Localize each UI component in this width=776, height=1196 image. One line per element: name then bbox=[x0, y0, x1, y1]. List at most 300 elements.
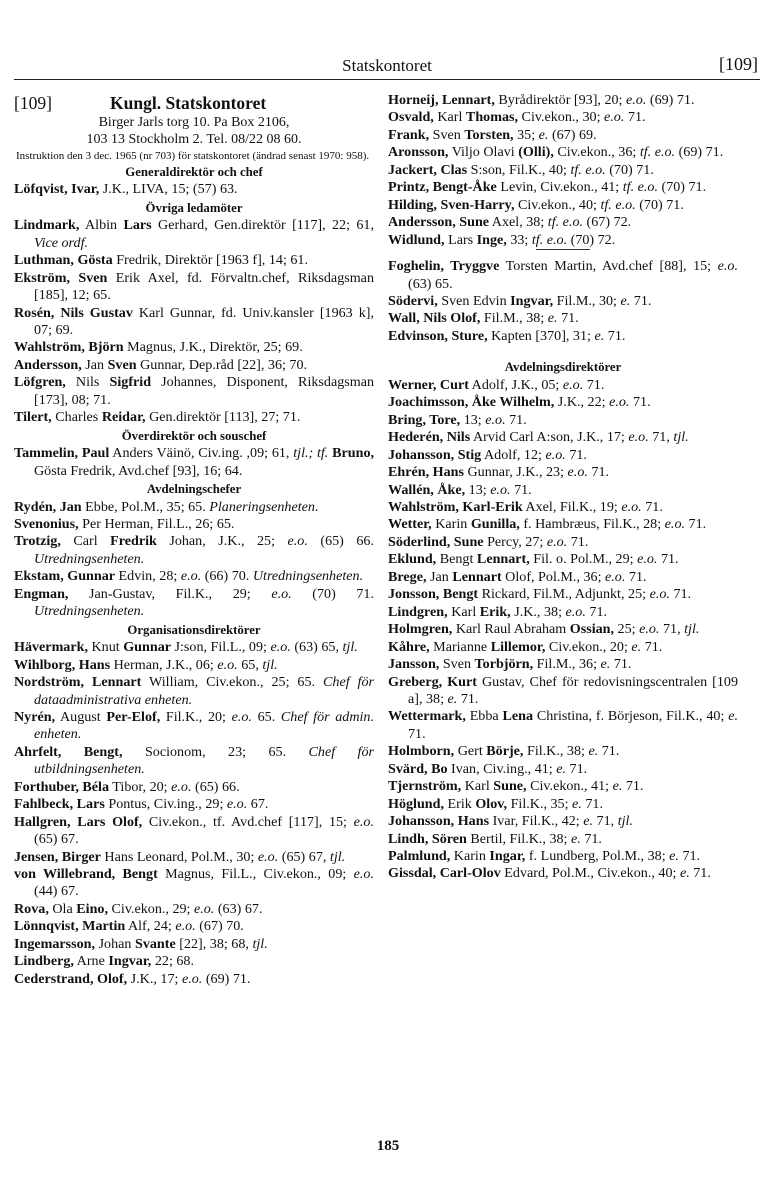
entry-name: Wettermark, bbox=[388, 708, 466, 725]
entry-italic: tjl. bbox=[673, 429, 689, 446]
entry-name: Ingar, bbox=[489, 848, 526, 865]
staff-entry bbox=[388, 534, 738, 551]
entry-name: Brege, bbox=[388, 568, 427, 585]
entry-name: Eino, bbox=[76, 900, 108, 917]
entry-italic: Utredningsenheten. bbox=[252, 568, 364, 585]
entry-text: 71. bbox=[685, 516, 707, 533]
staff-entry bbox=[14, 499, 374, 516]
entry-italic: e.o. bbox=[287, 533, 308, 550]
entry-name: Palmlund, bbox=[388, 848, 451, 865]
entry-name: Forthuber, Béla bbox=[14, 778, 110, 795]
staff-entry bbox=[388, 848, 738, 865]
entry-name: Holmgren, bbox=[388, 621, 453, 638]
entry-text: Nils bbox=[65, 374, 110, 391]
entry-text: Johan, J.K., 25; bbox=[156, 533, 288, 550]
entry-italic: tjl. bbox=[342, 639, 358, 656]
entry-italic: e.o. bbox=[621, 498, 642, 515]
entry-name: Wahlström, Björn bbox=[14, 339, 124, 356]
divider-rule bbox=[536, 249, 590, 250]
entry-name: Lillemor, bbox=[490, 638, 546, 655]
entry-text: Civ.ekon., tf. Avd.chef [117], 15; bbox=[142, 813, 354, 830]
entry-text: Hans Leonard, Pol.M., 30; bbox=[100, 848, 258, 865]
entry-text: 25; bbox=[614, 621, 640, 638]
entry-text: (69) 71. bbox=[646, 92, 695, 108]
staff-entry bbox=[14, 516, 374, 533]
subsection-heading: Organisationsdirektörer bbox=[127, 622, 261, 637]
entry-text: 71. bbox=[641, 498, 663, 515]
entry-italic: e.o. bbox=[562, 376, 584, 393]
staff-entry bbox=[14, 270, 374, 305]
entry-name: Fahlbeck, Lars bbox=[14, 796, 105, 813]
entry-text: Gustav, Chef för redovisningscentralen [109 a], 38; bbox=[408, 673, 738, 707]
staff-entry bbox=[388, 743, 738, 760]
entry-name: Svärd, Bo bbox=[388, 760, 448, 777]
entry-name: Lennart bbox=[452, 568, 502, 585]
staff-entry bbox=[14, 971, 374, 988]
entry-text: 71, bbox=[593, 813, 618, 830]
entry-text: Fil. o. Pol.M., 29; bbox=[529, 551, 638, 568]
entry-text: (65) 66. bbox=[307, 533, 374, 550]
entry-text: 13; bbox=[465, 481, 491, 498]
entry-text: Sven Edvin bbox=[437, 292, 511, 309]
entry-name: Ingemarsson, bbox=[14, 935, 96, 952]
staff-entry bbox=[388, 179, 738, 196]
entry-name: Wahlström, Karl-Erik bbox=[388, 498, 523, 515]
staff-entry bbox=[388, 778, 738, 795]
staff-entry bbox=[14, 866, 374, 901]
entry-text: Fil.K., 20; bbox=[160, 708, 232, 725]
entry-text: Sven bbox=[439, 656, 475, 673]
entry-text: (69) 71. bbox=[675, 144, 724, 161]
entry-italic: e.o. bbox=[270, 639, 291, 656]
entry-text: 71. bbox=[557, 310, 579, 327]
staff-entry bbox=[14, 181, 374, 198]
entry-text: Karl bbox=[433, 109, 466, 126]
entry-name: Widlund, bbox=[388, 231, 445, 248]
entry-italic: Planeringsenheten. bbox=[209, 498, 319, 515]
entry-name: Nordström, Lennart bbox=[14, 674, 142, 691]
entry-name: Gunnar bbox=[123, 639, 171, 656]
entry-text: 71, bbox=[648, 429, 674, 446]
staff-entry bbox=[388, 639, 738, 656]
entry-text: 71. bbox=[587, 464, 610, 481]
entry-name: Löfgren, bbox=[14, 374, 66, 391]
entry-text: Fil.M., 38; bbox=[480, 310, 548, 327]
entry-name: Tilert, bbox=[14, 409, 52, 426]
entry-name: Rova, bbox=[14, 900, 49, 917]
entry-name: Lindh, Sören bbox=[388, 830, 467, 847]
entry-name: Södervi, bbox=[388, 292, 438, 309]
staff-entry bbox=[14, 936, 374, 953]
entry-text: Ivan, Civ.ing., 41; bbox=[447, 760, 557, 777]
entry-italic: tjl. bbox=[262, 656, 278, 673]
entry-text: Karl bbox=[461, 778, 494, 795]
entry-italic: tf. e.o. bbox=[547, 214, 584, 231]
staff-entry bbox=[14, 814, 374, 849]
entry-text: Charles bbox=[51, 409, 102, 426]
entry-italic: e.o. bbox=[181, 970, 203, 987]
entry-italic: Vice ordf. bbox=[34, 234, 89, 251]
entry-italic: e.o. bbox=[717, 258, 739, 275]
entry-name: Jansson, bbox=[388, 656, 440, 673]
entry-text: Karin bbox=[450, 848, 490, 865]
entry-text: (67) 72. bbox=[583, 214, 632, 231]
entry-text: 71. bbox=[624, 109, 646, 126]
entry-italic: Chef för admin. enheten. bbox=[34, 708, 375, 743]
entry-text: Arne bbox=[73, 953, 109, 970]
staff-entry bbox=[14, 305, 374, 340]
entry-italic: tjl. bbox=[252, 935, 268, 952]
entry-text: Ebbe, Pol.M., 35; 65. bbox=[81, 498, 210, 515]
entry-text: 71. bbox=[408, 725, 426, 742]
entry-text: Socionom, 23; 65. bbox=[122, 743, 309, 760]
entry-name: Hävermark, bbox=[14, 639, 88, 656]
entry-italic: e. bbox=[556, 760, 567, 777]
running-header bbox=[14, 50, 760, 80]
entry-italic: e.o. bbox=[565, 603, 586, 620]
entry-text: Carl bbox=[60, 533, 111, 550]
entry-text: 33; bbox=[506, 231, 532, 248]
entry-name: Trotzig, bbox=[14, 533, 61, 550]
entry-text: (70) 71. bbox=[605, 161, 654, 178]
entry-text: (67) 70. bbox=[195, 918, 244, 935]
section-heading bbox=[14, 92, 374, 114]
entry-italic: tf. e.o. bbox=[570, 161, 606, 178]
entry-name: (Olli), bbox=[518, 144, 554, 161]
entry-italic: e.o. bbox=[353, 866, 374, 883]
entry-text: Kapten [370], 31; bbox=[487, 327, 595, 344]
entry-name: Lindgren, bbox=[388, 603, 448, 620]
entry-text: 71. bbox=[689, 865, 711, 882]
staff-entry bbox=[388, 109, 738, 126]
section-number: [109] bbox=[14, 93, 52, 113]
entry-text: 71, bbox=[659, 621, 685, 638]
entry-name: Fredrik bbox=[110, 533, 157, 550]
entry-text: Gösta Fredrik, Avd.chef [93], 16; 64. bbox=[34, 462, 243, 479]
entry-text: Christina, f. Börjeson, Fil.K., 40; bbox=[533, 708, 729, 725]
entry-name: Printz, Bengt-Åke bbox=[388, 179, 497, 196]
entry-name: Hederén, Nils bbox=[388, 429, 471, 446]
entry-text: Civ.ekon., 29; bbox=[107, 900, 194, 917]
entry-text: 71. bbox=[567, 533, 589, 550]
entry-text: Gunnar, J.K., 23; bbox=[463, 464, 568, 481]
entry-name: Torbjörn, bbox=[474, 656, 534, 673]
entry-text: Ivar, Fil.K., 42; bbox=[489, 813, 584, 830]
entry-text: 71. bbox=[629, 394, 651, 411]
staff-entry bbox=[14, 709, 374, 744]
entry-text: 71. bbox=[581, 795, 603, 812]
entry-text: 67. bbox=[247, 796, 269, 813]
entry-text: Herman, J.K., 06; bbox=[110, 656, 218, 673]
entry-text: Albin bbox=[79, 217, 124, 234]
entry-text: Erik Axel, fd. Förvaltn.chef, Riksdagsman [185], 12; 65. bbox=[34, 269, 374, 304]
entry-text: 65, bbox=[237, 656, 263, 673]
entry-italic: e. bbox=[571, 830, 581, 847]
entry-text: [22], 38; 68, bbox=[175, 935, 253, 952]
header-rule bbox=[14, 79, 760, 80]
entry-text: Byrådirektör [93], 20; bbox=[494, 92, 626, 108]
subsection-heading: Övriga ledamöter bbox=[145, 200, 243, 215]
entry-text: (44) 67. bbox=[34, 883, 79, 900]
entry-italic: e.o. bbox=[604, 109, 625, 126]
staff-entry bbox=[14, 374, 374, 409]
entry-name: Osvald, bbox=[388, 109, 434, 126]
entry-text: Gerhard, Gen.direktör [117], 22; 61, bbox=[151, 217, 374, 234]
entry-name: von Willebrand, Bengt bbox=[14, 866, 158, 883]
entry-italic: e.o. bbox=[231, 708, 252, 725]
entry-text: 71. bbox=[598, 743, 620, 760]
entry-name: Ingvar, bbox=[510, 292, 554, 309]
entry-text: Marianne bbox=[429, 638, 491, 655]
entry-italic: tjl. bbox=[684, 621, 700, 638]
right-column bbox=[388, 92, 738, 883]
entry-name: Ekstam, Gunnar bbox=[14, 568, 116, 585]
entry-text: 71. bbox=[566, 760, 588, 777]
entry-name: Ossian, bbox=[569, 621, 615, 638]
staff-entry bbox=[14, 657, 374, 674]
entry-name: Andersson, Sune bbox=[388, 214, 490, 231]
entry-name: Horneij, Lennart, bbox=[388, 92, 495, 108]
entry-italic: e.o. bbox=[546, 533, 568, 550]
staff-entry bbox=[388, 761, 738, 778]
entry-text: Tibor, 20; bbox=[109, 778, 172, 795]
entry-name: Sigfrid bbox=[109, 374, 152, 391]
entry-name: Olov, bbox=[475, 795, 508, 812]
entry-text: Fil.M., 36; bbox=[533, 656, 601, 673]
entry-text: Axel, Fil.K., 19; bbox=[522, 498, 622, 515]
entry-text: Jan bbox=[81, 356, 108, 373]
entry-text: Bertil, Fil.K., 38; bbox=[466, 830, 572, 847]
entry-name: Kurt bbox=[447, 673, 477, 690]
address-line: 103 13 Stockholm 2. Tel. 08/22 08 60. bbox=[86, 132, 302, 148]
entry-name: Holmborn, bbox=[388, 743, 455, 760]
entry-name: Torsten, bbox=[464, 126, 514, 143]
entry-name: Inge, bbox=[476, 231, 507, 248]
staff-entry bbox=[388, 464, 738, 481]
entry-text: 13; bbox=[460, 411, 486, 428]
entry-text: Pontus, Civ.ing., 29; bbox=[104, 796, 227, 813]
spacer bbox=[388, 345, 738, 358]
staff-entry bbox=[14, 953, 374, 970]
entry-text: Civ.ekon., 20; bbox=[545, 638, 632, 655]
entry-text: J.K., 38; bbox=[510, 603, 566, 620]
entry-italic: e. bbox=[572, 795, 582, 812]
entry-text: 71. bbox=[565, 446, 587, 463]
entry-text: Bengt bbox=[436, 551, 477, 568]
entry-text: 71. bbox=[585, 603, 608, 620]
staff-entry bbox=[388, 144, 738, 161]
entry-text: Per Herman, Fil.L., 26; 65. bbox=[78, 515, 235, 532]
entry-text: 71. bbox=[678, 848, 701, 865]
entry-name: Wallén, Åke, bbox=[388, 481, 466, 498]
entry-italic: e. bbox=[620, 292, 631, 309]
staff-entry bbox=[14, 901, 374, 918]
entry-name: Lennart, bbox=[476, 551, 530, 568]
entry-italic: tjl.; tf. bbox=[293, 445, 329, 462]
subsection-heading: Generaldirektör och chef bbox=[125, 164, 263, 179]
entry-name: Per-Elof, bbox=[106, 708, 161, 725]
entry-text: Karl Raul Abraham bbox=[452, 621, 570, 638]
entry-name: Jonsson, Bengt bbox=[388, 586, 479, 603]
entry-text: Gen.direktör [113], 27; 71. bbox=[145, 409, 301, 426]
entry-text: Edvin, 28; bbox=[115, 568, 181, 585]
entry-text: (63) 65. bbox=[408, 275, 453, 292]
entry-name: Wetter, bbox=[388, 516, 432, 533]
entry-text: Civ.ekon., 36; bbox=[553, 144, 640, 161]
entry-italic: e. bbox=[447, 690, 458, 707]
entry-text: 71. bbox=[457, 690, 479, 707]
staff-entry bbox=[14, 586, 374, 621]
entry-italic: e.o. bbox=[193, 900, 215, 917]
staff-entry bbox=[14, 796, 374, 813]
staff-entry bbox=[388, 865, 738, 882]
entry-text: 71. bbox=[669, 586, 692, 603]
staff-entry bbox=[14, 918, 374, 935]
entry-italic: e. bbox=[600, 656, 611, 673]
entry-name: Jensen, Birger bbox=[14, 848, 101, 865]
staff-entry bbox=[388, 232, 738, 249]
entry-name: Nyrén, bbox=[14, 708, 56, 725]
entry-text: (66) 70. bbox=[201, 568, 253, 585]
staff-entry bbox=[388, 214, 738, 231]
entry-text: Fil.K., 38; bbox=[523, 743, 589, 760]
entry-text: 71. bbox=[604, 327, 626, 344]
entry-text: Edvard, Pol.M., Civ.ekon., 40; bbox=[500, 865, 680, 882]
entry-italic: e.o. bbox=[609, 394, 630, 411]
entry-name: Edvinson, Sture, bbox=[388, 327, 488, 344]
entry-name: Luthman, Gösta bbox=[14, 252, 113, 269]
entry-italic: tjl. bbox=[329, 848, 346, 865]
entry-text: (70) 71. bbox=[291, 585, 374, 602]
staff-entry bbox=[388, 708, 738, 743]
entry-text: Ebba bbox=[465, 708, 503, 725]
staff-entry bbox=[388, 551, 738, 568]
entry-name: Reidar, bbox=[101, 409, 146, 426]
entry-text: Lars bbox=[444, 231, 477, 248]
entry-text: S:son, Fil.K., 40; bbox=[467, 161, 571, 178]
entry-name: Ehrén, Hans bbox=[388, 464, 464, 481]
entry-name: Johansson, Stig bbox=[388, 446, 482, 463]
entry-text: Magnus, J.K., Direktör, 25; 69. bbox=[123, 339, 303, 356]
staff-entry bbox=[14, 445, 374, 480]
entry-text: J.K., 22; bbox=[554, 394, 610, 411]
entry-italic: e.o. bbox=[485, 411, 506, 428]
entry-text: Civ.ekon., 30; bbox=[518, 109, 605, 126]
entry-name: Frank, bbox=[388, 126, 430, 143]
entry-text: Gunnar, Dep.råd [22], 36; 70. bbox=[136, 356, 308, 373]
entry-italic: e.o. bbox=[567, 464, 588, 481]
staff-entry bbox=[388, 162, 738, 179]
staff-entry bbox=[388, 674, 738, 709]
staff-entry bbox=[388, 813, 738, 830]
entry-italic: e. bbox=[669, 848, 679, 865]
entry-name: Wihlborg, Hans bbox=[14, 656, 111, 673]
entry-text: Karl bbox=[447, 603, 480, 620]
entry-italic: e.o. bbox=[649, 586, 670, 603]
staff-entry bbox=[388, 656, 738, 673]
staff-entry bbox=[388, 293, 738, 310]
entry-italic: tf. e.o. bbox=[531, 231, 568, 248]
entry-text: Sven bbox=[429, 126, 465, 143]
entry-text: (70) 71. bbox=[635, 196, 684, 213]
entry-italic: e.o. bbox=[175, 918, 196, 935]
entry-text: (65) 67. bbox=[34, 831, 79, 848]
entry-name: Joachimsson, Åke Wilhelm, bbox=[388, 394, 555, 411]
staff-entry bbox=[14, 357, 374, 374]
staff-entry bbox=[388, 394, 738, 411]
entry-text: Jan bbox=[426, 568, 453, 585]
staff-entry bbox=[388, 92, 738, 109]
entry-name: Hilding, Sven-Harry, bbox=[388, 196, 515, 213]
entry-text: (70) 72. bbox=[567, 231, 616, 248]
entry-italic: tjl. bbox=[617, 813, 633, 830]
staff-entry bbox=[388, 197, 738, 214]
entry-italic: e.o. bbox=[664, 516, 686, 533]
entry-italic: Chef för utbildningsenheten. bbox=[34, 743, 374, 778]
entry-name: Greberg, bbox=[388, 673, 443, 690]
staff-entry bbox=[388, 516, 738, 533]
staff-entry bbox=[14, 674, 374, 709]
entry-name: Johansson, Hans bbox=[388, 813, 490, 830]
entry-text: Adolf, 12; bbox=[481, 446, 546, 463]
entry-text: Magnus, Fil.L., Civ.ekon., 09; bbox=[157, 866, 354, 883]
entry-name: Engman, bbox=[14, 585, 69, 602]
entry-italic: e.o. bbox=[257, 848, 279, 865]
entry-text: (63) 67. bbox=[214, 900, 263, 917]
entry-text: 22; 68. bbox=[151, 953, 195, 970]
entry-text: August bbox=[55, 708, 107, 725]
entry-name: Rosén, Nils Gustav bbox=[14, 304, 133, 321]
header-title: Statskontoret bbox=[342, 56, 432, 75]
entry-italic: e.o. bbox=[271, 585, 292, 602]
entry-text: 71. bbox=[580, 830, 602, 847]
header-page-ref: [109] bbox=[719, 54, 758, 74]
entry-name: Foghelin, Tryggve bbox=[388, 258, 500, 275]
entry-italic: e.o. bbox=[226, 796, 248, 813]
entry-name: Ahrfelt, Bengt, bbox=[14, 743, 123, 760]
subsection-heading: Avdelningschefer bbox=[146, 482, 242, 497]
entry-text: J:son, Fil.L., 09; bbox=[171, 639, 271, 656]
entry-text: Levin, Civ.ekon., 41; bbox=[496, 179, 623, 196]
entry-text: Torsten Martin, Avd.chef [88], 15; bbox=[499, 258, 718, 275]
entry-text: Axel, 38; bbox=[489, 214, 548, 231]
entry-italic: e. bbox=[679, 865, 690, 882]
entry-text: (69) 71. bbox=[202, 970, 251, 987]
entry-italic: tf. e.o. bbox=[622, 179, 658, 196]
staff-entry bbox=[388, 447, 738, 464]
entry-italic: e. bbox=[612, 778, 623, 795]
entry-text: 71. bbox=[657, 551, 679, 568]
entry-italic: e.o. bbox=[605, 568, 626, 585]
entry-text: Fredrik, Direktör [1963 f], 14; 61. bbox=[112, 252, 309, 269]
entry-text: Adolf, J.K., 05; bbox=[468, 376, 563, 393]
entry-name: Höglund, bbox=[388, 795, 445, 812]
address-line: Birger Jarls torg 10. Pa Box 2106, bbox=[98, 115, 290, 130]
entry-text: Rickard, Fil.M., Adjunkt, 25; bbox=[478, 586, 650, 603]
staff-entry bbox=[14, 849, 374, 866]
entry-text: Knut bbox=[87, 639, 124, 656]
entry-name: Rydén, Jan bbox=[14, 498, 82, 515]
staff-entry bbox=[388, 569, 738, 586]
entry-name: Sune, bbox=[493, 778, 527, 795]
staff-entry bbox=[14, 217, 374, 252]
entry-italic: tf. e.o. bbox=[639, 144, 676, 161]
entry-italic: e.o. bbox=[353, 813, 374, 830]
entry-name: Erik, bbox=[479, 603, 511, 620]
entry-italic: Utredningsenheten. bbox=[34, 550, 145, 567]
entry-text: Johan bbox=[95, 935, 135, 952]
entry-text: 71. bbox=[505, 411, 527, 428]
